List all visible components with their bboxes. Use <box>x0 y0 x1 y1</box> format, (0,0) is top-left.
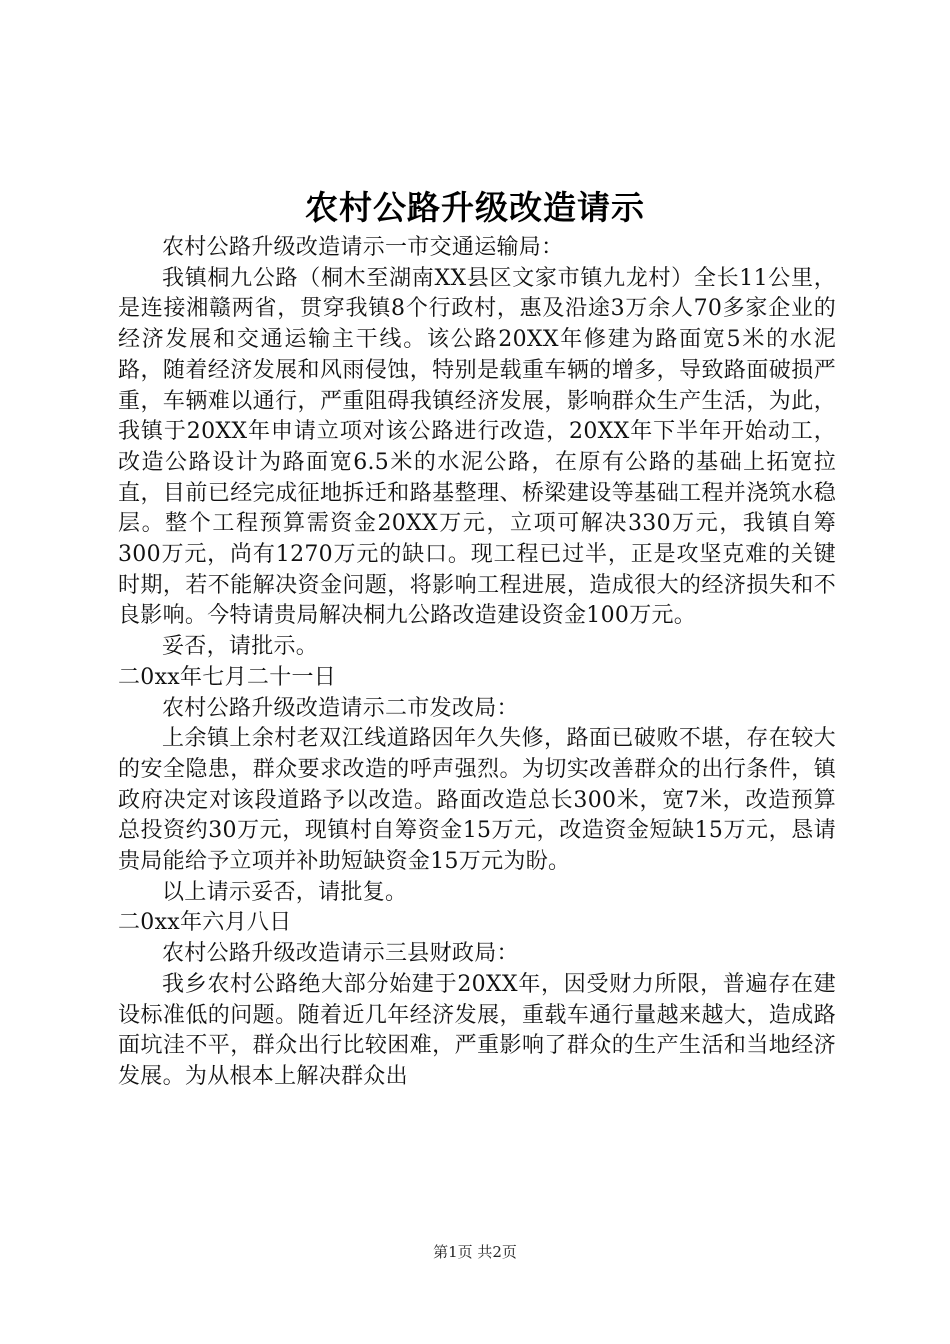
paragraph-7: 以上请示妥否，请批复。 <box>162 879 408 905</box>
paragraph-5: 农村公路升级改造请示二市发改局： <box>162 695 519 721</box>
document-title: 农村公路升级改造请示 <box>305 188 645 227</box>
date-line-1: 二0xx年七月二十一日 <box>118 664 337 690</box>
paragraph-3: 妥否，请批示。 <box>162 634 319 660</box>
paragraph-1: 农村公路升级改造请示一市交通运输局： <box>162 235 564 260</box>
paragraph-9: 农村公路升级改造请示三县财政局： <box>162 941 519 967</box>
paragraph-10: 我乡农村公路绝大部分始建于20XX年，因受财力所限，普遍存在建设标准低的问题。随着近几年经济发展，重载车通行量越来越大，造成路面坑洼不平，群众出行比较困难，严重影响了群众的生产生活和当地经济发展。为从根本上解决群众出 <box>118 971 836 1089</box>
page-number-footer: 第1页 共2页 <box>433 1243 517 1261</box>
document-body <box>118 233 836 1093</box>
paragraph-2: 我镇桐九公路（桐木至湖南XX县区文家市镇九龙村）全长11公里，是连接湘赣两省，贯穿我镇8个行政村，惠及沿途3万余人70多家企业的经济发展和交通运输主干线。该公路20XX年修建为路面宽5米的水泥路，随着经济发展和风雨侵蚀，特别是载重车辆的增多，导致路面破损严重，车辆难以通行，严重阻碍我镇经济发展，影响群众生产生活，为此，我镇于20XX年申请立项对该公路进行改造，20XX年下半年开始动工，改造公路设计为路面宽6.5米的水泥公路，在原有公路的基础上拓宽拉直，目前已经完成征地拆迁和路基整理、桥梁建设等基础工程并浇筑水稳层。整个工程预算需资金20XX万元，立项可解决330万元，我镇自筹300万元，尚有1270万元的缺口。现工程已过半，正是攻坚克难的关键时期，若不能解决资金问题，将影响工程进展，造成很大的经济损失和不良影响。今特请贵局解决桐九公路改造建设资金100万元。 <box>118 265 836 629</box>
date-line-2: 二0xx年六月八日 <box>118 910 292 936</box>
paragraph-6: 上余镇上余村老双江线道路因年久失修，路面已破败不堪，存在较大的安全隐患，群众要求改造的呼声强烈。为切实改善群众的出行条件，镇政府决定对该段道路予以改造。路面改造总长300米，宽7米，改造预算总投资约30万元，现镇村自筹资金15万元，改造资金短缺15万元，恳请贵局能给予立项并补助短缺资金15万元为盼。 <box>118 726 836 875</box>
